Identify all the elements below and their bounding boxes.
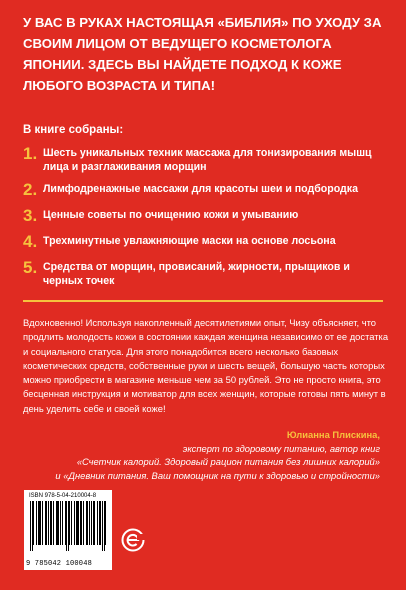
feature-number: 1.: [23, 144, 38, 163]
barcode-bar: [38, 501, 39, 545]
barcode-digits: 9 785042 100048: [26, 560, 93, 568]
barcode-bar: [81, 501, 82, 545]
feature-number: 4.: [23, 232, 38, 251]
barcode-bar: [91, 501, 92, 545]
isbn-label: ISBN 978-5-04-210004-8: [29, 493, 97, 499]
barcode: [24, 490, 112, 570]
barcode-bar: [77, 501, 78, 545]
barcode-bar: [99, 501, 100, 545]
barcode-bar: [36, 501, 37, 545]
barcode-bar: [60, 501, 61, 545]
barcode-bar: [32, 501, 33, 551]
barcode-bar: [56, 501, 57, 545]
barcode-bar: [50, 501, 51, 545]
barcode-bar: [62, 501, 63, 545]
feature-text: Шесть уникальных техник массажа для тонизирования мышц лица и разглаживания морщин: [43, 147, 372, 173]
barcode-bar: [83, 501, 84, 545]
feature-item: [23, 260, 379, 288]
barcode-bar: [89, 501, 90, 545]
barcode-bar: [105, 501, 106, 545]
barcode-bar: [80, 501, 81, 545]
barcode-bar: [104, 501, 105, 551]
feature-text: Трехминутные увлажняющие маски на основе лосьона: [43, 235, 336, 247]
barcode-bar: [57, 501, 58, 545]
barcode-bar: [100, 501, 101, 545]
barcode-bar: [39, 501, 40, 545]
cover-intro: У ВАС В РУКАХ НАСТОЯЩАЯ «БИБЛИЯ» ПО УХОДУ ЗА СВОИМ ЛИЦОМ ОТ ВЕДУЩЕГО КОСМЕТОЛОГА ЯПОНИИ. ЗДЕСЬ ВЫ НАЙДЕТЕ ПОДХОД К КОЖЕ ЛЮБОГО ВОЗРАСТА И ТИПА!: [23, 15, 382, 93]
feature-number: 3.: [23, 206, 38, 225]
reviewer-book: и «Дневник питания. Ваш помощник на пути к здоровью и стройности»: [55, 469, 380, 481]
feature-item: [23, 208, 379, 224]
barcode-bar: [97, 501, 98, 545]
feature-number: 2.: [23, 180, 38, 199]
barcode-bar: [102, 501, 103, 551]
barcode-bar: [68, 501, 69, 551]
feature-item: [23, 234, 379, 250]
barcode-bar: [65, 501, 66, 545]
barcode-bar: [69, 501, 70, 545]
barcode-bar: [66, 501, 67, 551]
barcode-bar: [94, 501, 95, 545]
review-attribution: [20, 428, 380, 482]
barcode-bar: [45, 501, 46, 545]
feature-number: 5.: [23, 258, 38, 277]
barcode-bar: [93, 501, 94, 545]
barcode-bar: [30, 501, 31, 551]
reviewer-book: «Счетчик калорий. Здоровый рацион питания без лишних калорий»: [76, 456, 380, 468]
features-subhead: В книге собраны:: [23, 124, 124, 136]
description-paragraph: Вдохновенно! Используя накопленный десятилетиями опыт, Чизу объясняет, что продлить молодость кожи в состоянии каждая женщина независимо от ее достатка и социального статуса. Для этого понадобится всего несколько базовых косметических средств, собственные руки и шесть вещей, большую часть которых можно приобрести в магазине меньше чем за 50 рублей. Это не просто книга, это бесценная инструкция и мотиватор для всех женщин, которые готовы пять минут в день уделить себе и своей коже!: [23, 317, 389, 414]
barcode-bar: [74, 501, 75, 545]
barcode-bar: [76, 501, 77, 545]
feature-item: [23, 146, 379, 174]
section-divider: [23, 300, 383, 302]
barcode-bar: [33, 501, 34, 545]
barcode-bars: [30, 501, 106, 551]
barcode-bar: [51, 501, 52, 545]
barcode-bar: [78, 501, 79, 545]
barcode-bar: [46, 501, 47, 545]
barcode-bar: [42, 501, 43, 545]
feature-item: [23, 182, 379, 198]
reviewer-credential: эксперт по здоровому питанию, автор книг: [182, 442, 380, 454]
publisher-e-logo-icon: [121, 528, 145, 552]
barcode-bar: [58, 501, 59, 545]
reviewer-name: Юлианна Плискина,: [286, 429, 380, 440]
barcode-bar: [48, 501, 49, 545]
barcode-bar: [87, 501, 88, 545]
feature-text: Ценные советы по очищению кожи и умыванию: [43, 209, 299, 221]
barcode-bar: [71, 501, 72, 545]
barcode-bar: [53, 501, 54, 545]
barcode-bar: [86, 501, 87, 545]
feature-text: Лимфодренажные массажи для красоты шеи и подбородка: [43, 183, 358, 195]
barcode-bar: [40, 501, 41, 545]
feature-text: Средства от морщин, провисаний, жирности, прыщиков и черных точек: [43, 261, 350, 287]
